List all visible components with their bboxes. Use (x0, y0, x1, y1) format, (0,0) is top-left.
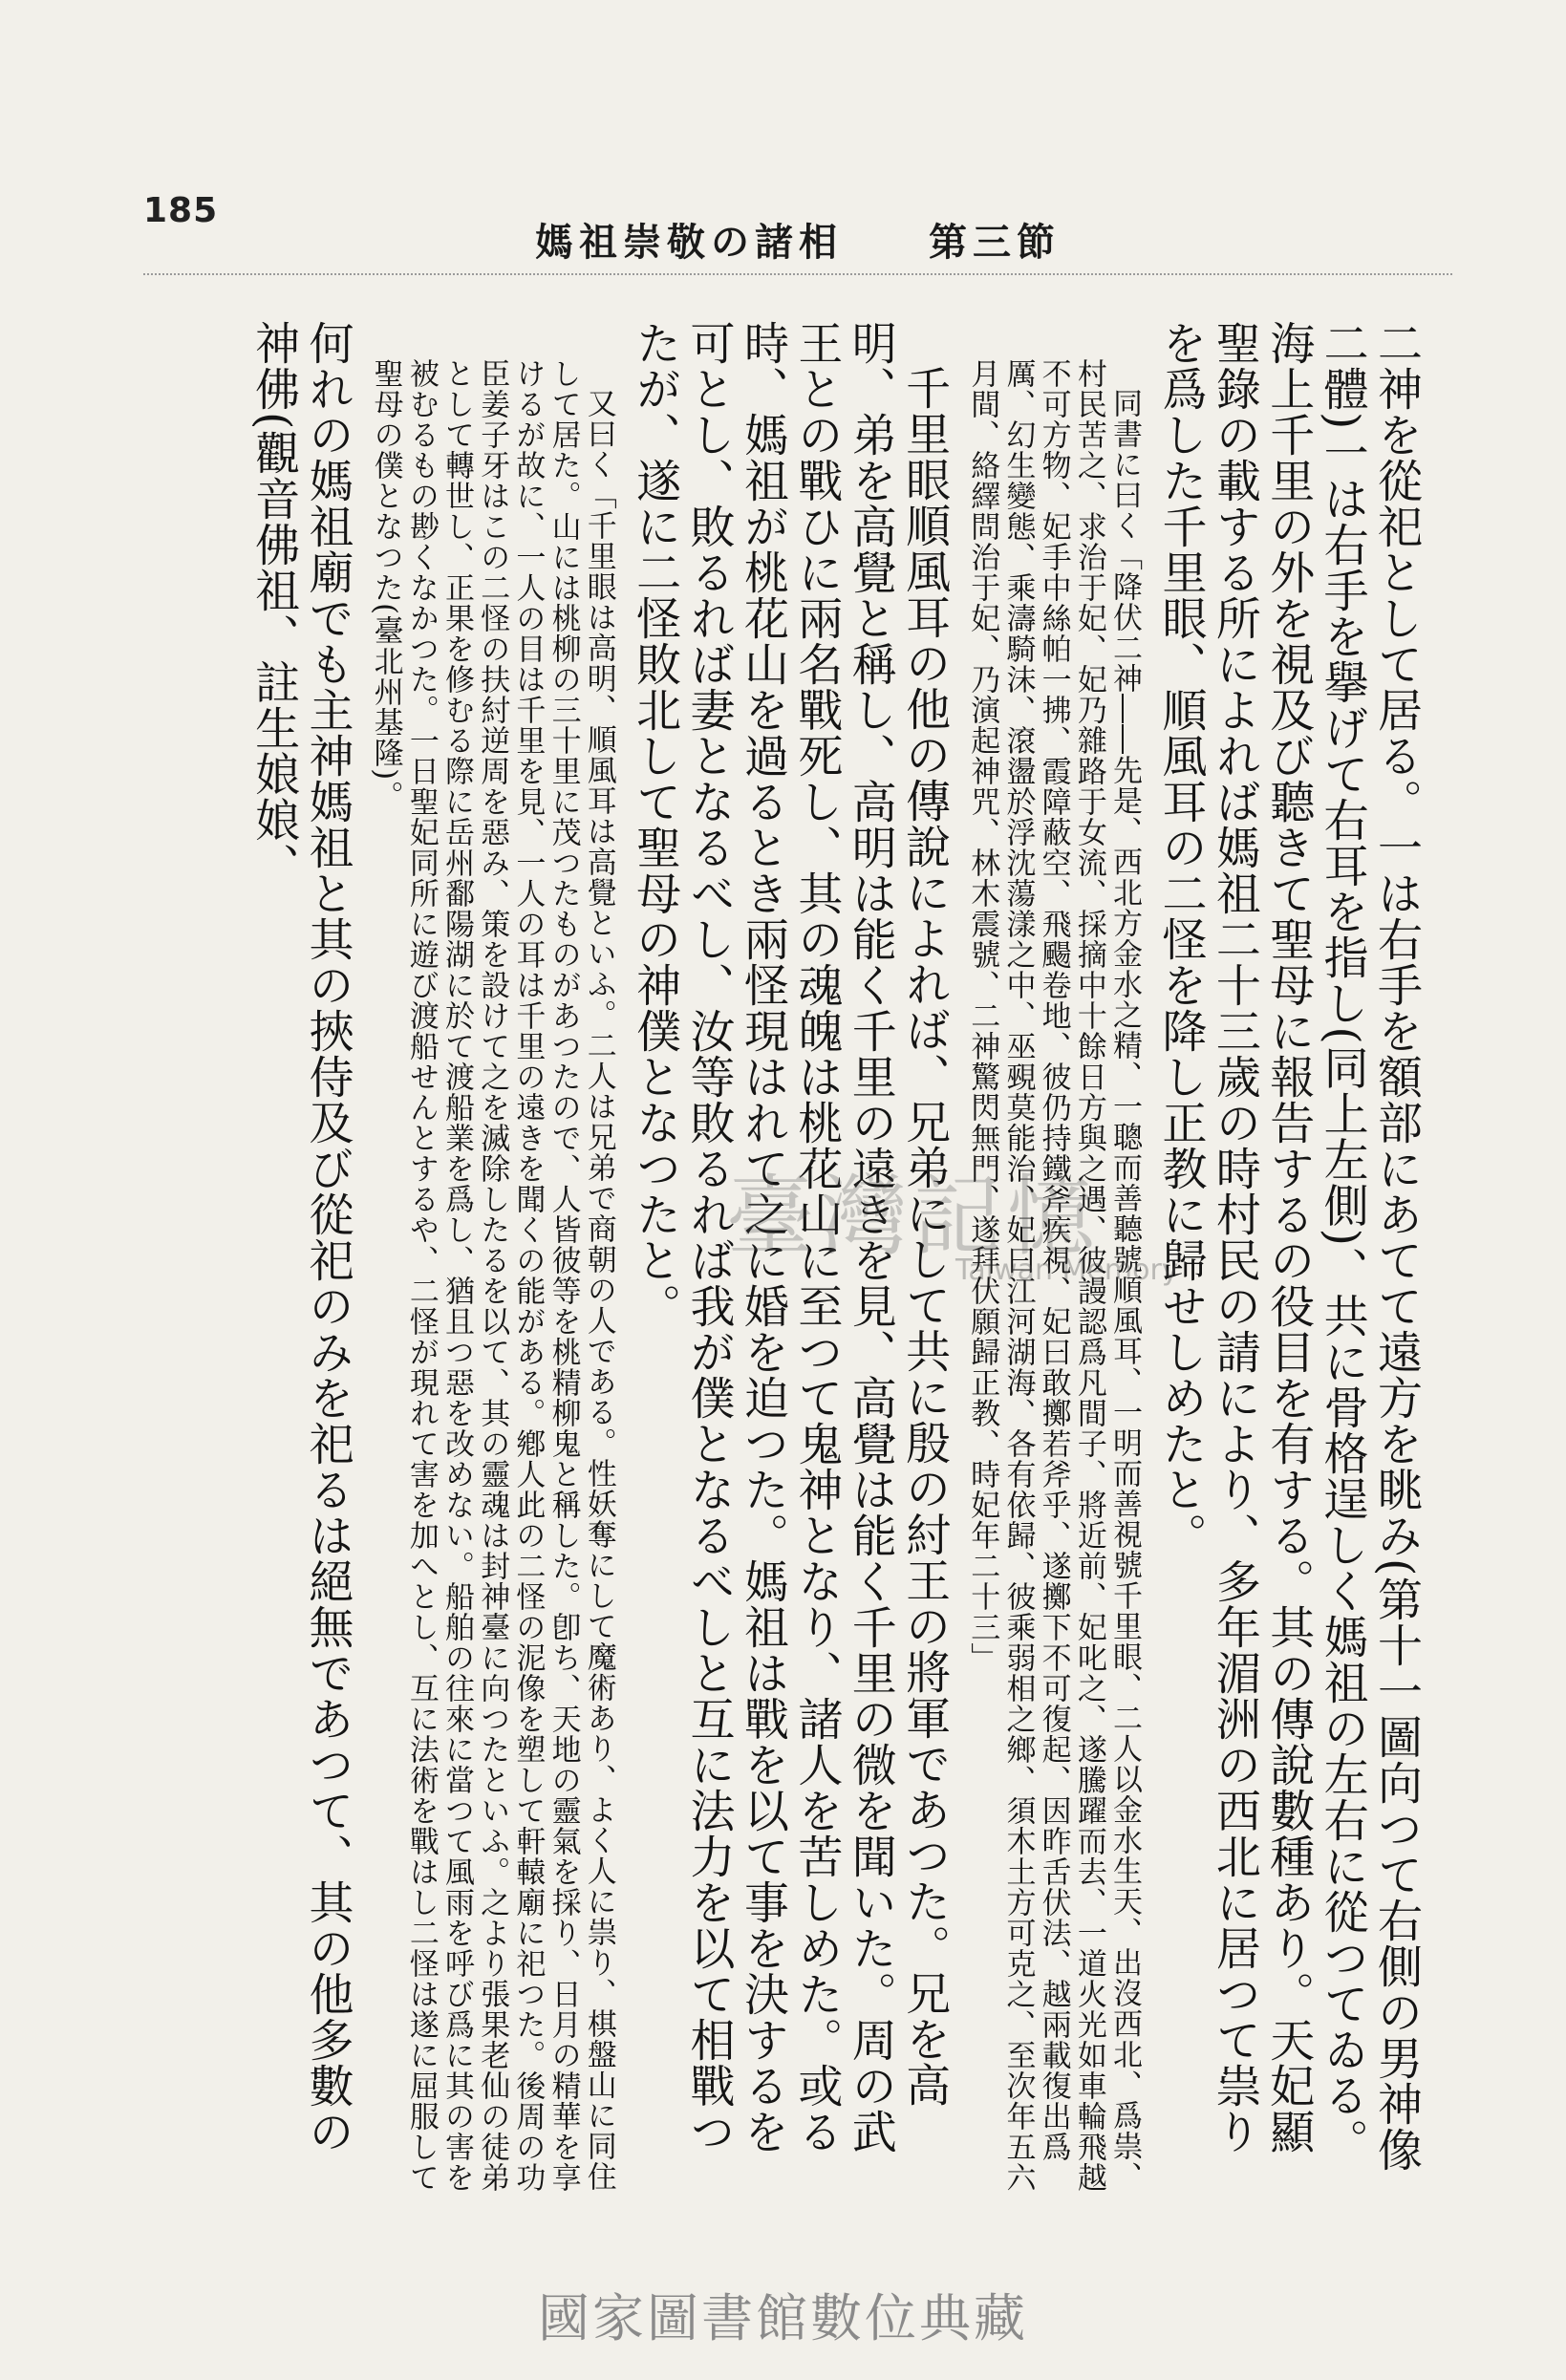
watermark-subtitle: Taiwan Memory (955, 1254, 1179, 1287)
body-text (142, 320, 1423, 2193)
paragraph-main-1: 二神を從祀として居る。一は右手を額部にあてて遠方を眺み(第十一圖向つて右側の男神像二體)一は右手を擧げて右耳を指し(同上左側)、共に骨格逞しく媽祖の左右に從つてゐる。海上千里の外を視及び聽きて聖母に報告するの役目を有する。其の傳說數種あり。天妃顯聖錄の載する所によれば媽祖二十三歲の時村民の請により、多年湄洲の西北に居つて祟りを爲した千里眼、順風耳の二怪を降し正教に歸せしめたと。 (1154, 320, 1423, 2174)
paragraph-main-2: 千里眼順風耳の他の傳說によれば、兄弟にして共に殷の紂王の將軍であつた。兄を高明、弟を高覺と稱し、高明は能く千里の遠きを見、高覺は能く千里の微を聞いた。周の武王との戰ひに兩名戰死し、其の魂魄は桃花山に至つて鬼神となり、諸人を苦しめた。或る時、媽祖が桃花山を過るとき兩怪現はれて之に婚を迫つた。媽祖は戰を以て事を決するを可とし、敗るれば妻となるべし、汝等敗るれば我が僕となるべしと互に法力を以て相戰つたが、遂に二怪敗北して聖母の神僕となつたと。 (629, 320, 952, 2155)
running-head-chapter: 第三節 (929, 220, 1061, 265)
paragraph-quote-2: 又曰く「千里眼は高明、順風耳は高覺といふ。二人は兄弟で商朝の人である。性妖奪にして魔術あり、よく人に祟り、棋盤山に同住して居た。山には桃柳の三十里に茂つたものがあつたので、人皆彼等を桃精柳鬼と稱した。卽ち、天地の靈氣を採り、日月の精華を享けるが故に、一人の目は千里を見、一人の耳は千里の遠きを聞くの能がある。鄕人此の二怪の泥像を塑して軒轅廟に祀つた。後周の功臣姜子牙はこの二怪の扶紂逆周を惡み、策を設けて之を滅除したるを以て、其の靈魂は封神臺に向つたといふ。之より張果老仙の徒弟として轉世し、正果を修むる際に岳州鄱陽湖に於て渡船業を爲し、猶且つ惡を改めない。船舶の往來に當つて風雨を呼び爲に其の害を被むるもの尠くなかつた。一日聖妃同所に遊び渡船せんとするや、二怪が現れて害を加へとし、互に法術を戰はし二怪は遂に屈服して聖母の僕となつた(臺北州基隆)。 (368, 358, 616, 2193)
paragraph-main-3: 何れの媽祖廟でも主神媽祖と其の挾侍及び從祀のみを祀るは絕無であつて、其の他多數の神佛(觀音佛祖、註生娘娘、 (247, 320, 354, 2155)
paragraph-quote-1: 同書に曰く「降伏二神――先是、西北方金水之精、一聰而善聽號順風耳、一明而善視號千里眼、二人以金水生天、出沒西北、爲祟、村民苦之、求治于妃、妃乃雜路于女流、採摘中十餘日方與之遇、彼謾認爲凡間子、將近前、妃叱之、遂騰躍而去、一道火光如車輪飛越不可方物、妃手中絲帕一拂、霞障蔽空、飛颺卷地、彼仍持鐵斧疾視、妃曰敢擲若斧乎、遂擲下不可復起、因昨舌伏法、越兩載復出爲厲、幻生變態、乘濤騎沫、滾盪於浮沈蕩漾之中、巫覡莫能治、妃曰江河湖海、各有依歸、彼乘弱相之鄉、須木土方可克之、至次年五六月間、絡繹問治于妃、乃演起神咒、林木震號、二神驚閃無門、遂拜伏願歸正教、時妃年二十三」 (965, 358, 1143, 2193)
running-head (535, 212, 1061, 267)
header-divider (143, 273, 1452, 275)
footer-credit: 國家圖書館數位典藏 (538, 2288, 1028, 2348)
page-number: 185 (143, 191, 219, 230)
running-head-title: 媽祖崇敬の諸相 (535, 220, 843, 265)
watermark-logo: 臺灣記憶 (726, 1166, 1102, 1268)
